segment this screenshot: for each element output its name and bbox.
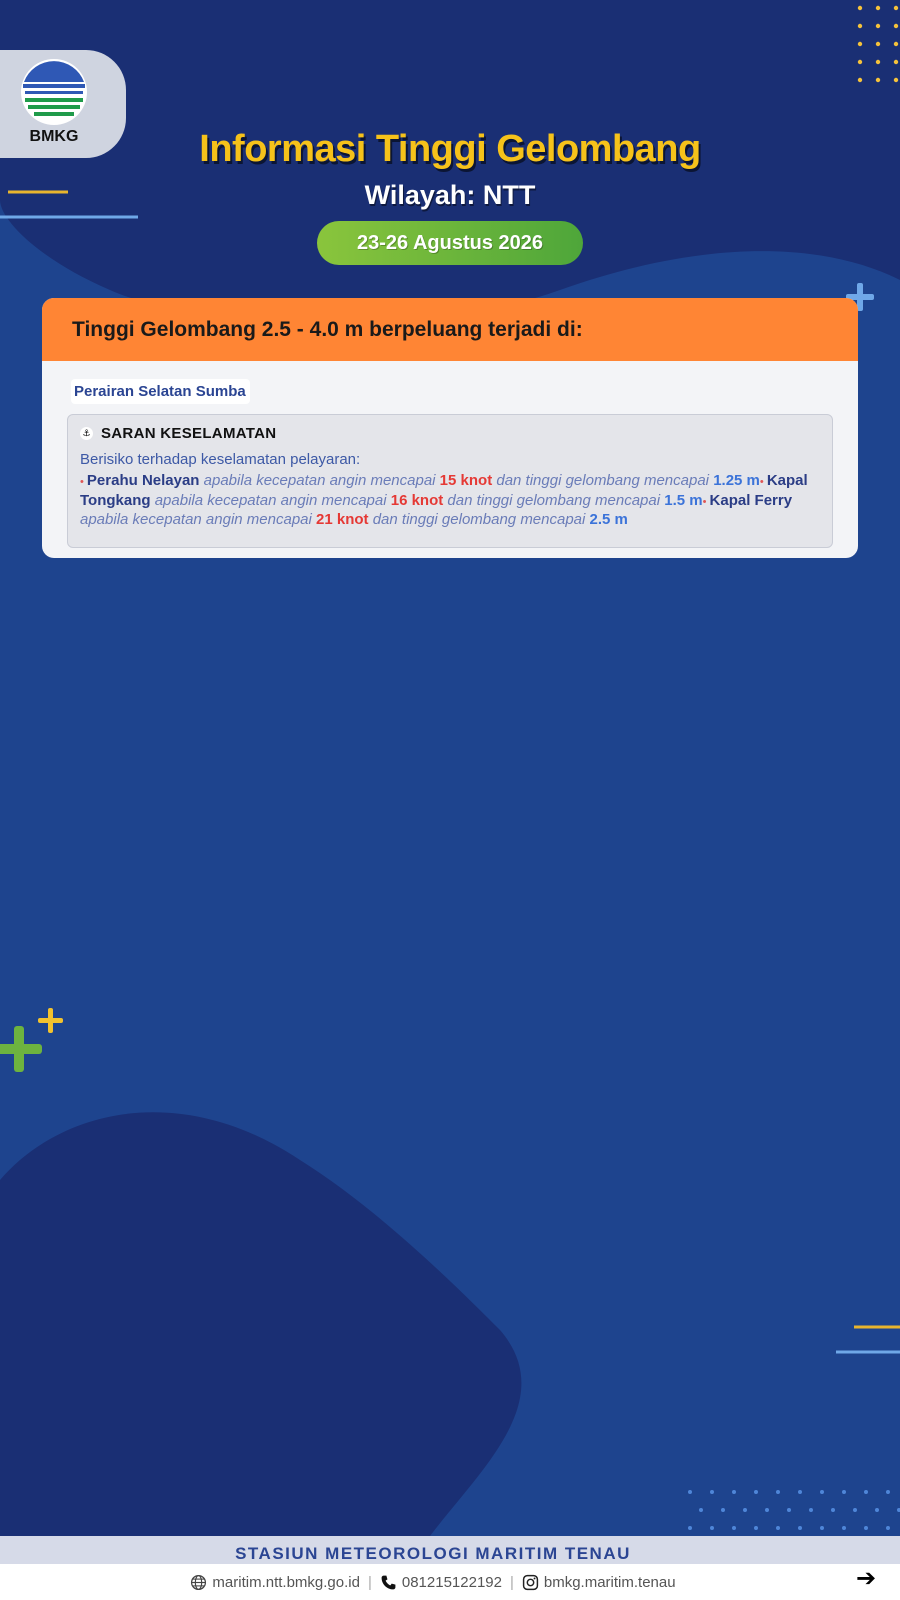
wind-speed: 16 knot [390, 491, 444, 509]
wave-condition: dan tinggi gelombang mencapai [372, 511, 586, 528]
wind-condition: apabila kecepatan angin mencapai [154, 491, 387, 509]
footer [0, 1536, 900, 1600]
page-title: Informasi Tinggi Gelombang [199, 128, 701, 170]
separator: | [509, 1574, 514, 1591]
bullet-icon: • [759, 476, 767, 488]
advice-intro: Berisiko terhadap keselamatan pelayaran: [80, 451, 361, 468]
instagram-icon [522, 1574, 539, 1591]
phone-link[interactable] [380, 1574, 502, 1591]
wind-speed: 21 knot [316, 511, 369, 528]
separator: | [367, 1574, 372, 1591]
contact-bar [0, 1574, 866, 1591]
bullet-icon: • [702, 495, 710, 508]
wave-warning-card [42, 298, 858, 558]
instagram-text: bmkg.maritim.tenau [543, 1574, 676, 1591]
wave-height: 1.25 m [713, 472, 760, 489]
arrow-right-icon[interactable]: ➔ [856, 1565, 877, 1592]
region-subtitle: Wilayah: NTT [364, 180, 536, 210]
vessel-name: Kapal Ferry [709, 491, 793, 509]
region-chip: Perairan Selatan Sumba [71, 379, 250, 404]
wind-speed: 15 knot [439, 472, 493, 489]
logo-text: BMKG [29, 128, 79, 145]
phone-text: 081215122192 [401, 1574, 502, 1591]
wind-condition: apabila kecepatan angin mencapai [80, 511, 312, 528]
website-text: maritim.ntt.bmkg.go.id [212, 1574, 360, 1591]
date-badge: 23-26 Agustus 2026 [317, 221, 583, 265]
safety-advice-box [67, 414, 833, 548]
station-name: STASIUN METEOROLOGI MARITIM TENAU [235, 1544, 631, 1563]
vessel-name: Kapal Tongkang [80, 472, 808, 509]
wave-condition: dan tinggi gelombang mencapai [447, 491, 661, 509]
phone-icon [380, 1574, 397, 1591]
anchor-icon: ⚓ [80, 427, 93, 440]
bmkg-emblem-icon [20, 58, 88, 126]
advice-title: SARAN KESELAMATAN [101, 424, 277, 442]
instagram-link[interactable] [522, 1574, 676, 1591]
wave-height: 1.5 m [664, 491, 703, 509]
vessel-list [80, 472, 820, 529]
advice-header [80, 423, 820, 443]
vessel-name: Perahu Nelayan [86, 472, 200, 489]
card-heading: Tinggi Gelombang 2.5 - 4.0 m berpeluang terjadi di: [42, 298, 858, 361]
website-link[interactable] [190, 1574, 360, 1591]
bullet-icon: • [80, 476, 87, 488]
wave-condition: dan tinggi gelombang mencapai [496, 472, 710, 489]
wave-height: 2.5 m [589, 511, 628, 528]
wind-condition: apabila kecepatan angin mencapai [203, 472, 436, 489]
globe-icon [190, 1574, 207, 1591]
